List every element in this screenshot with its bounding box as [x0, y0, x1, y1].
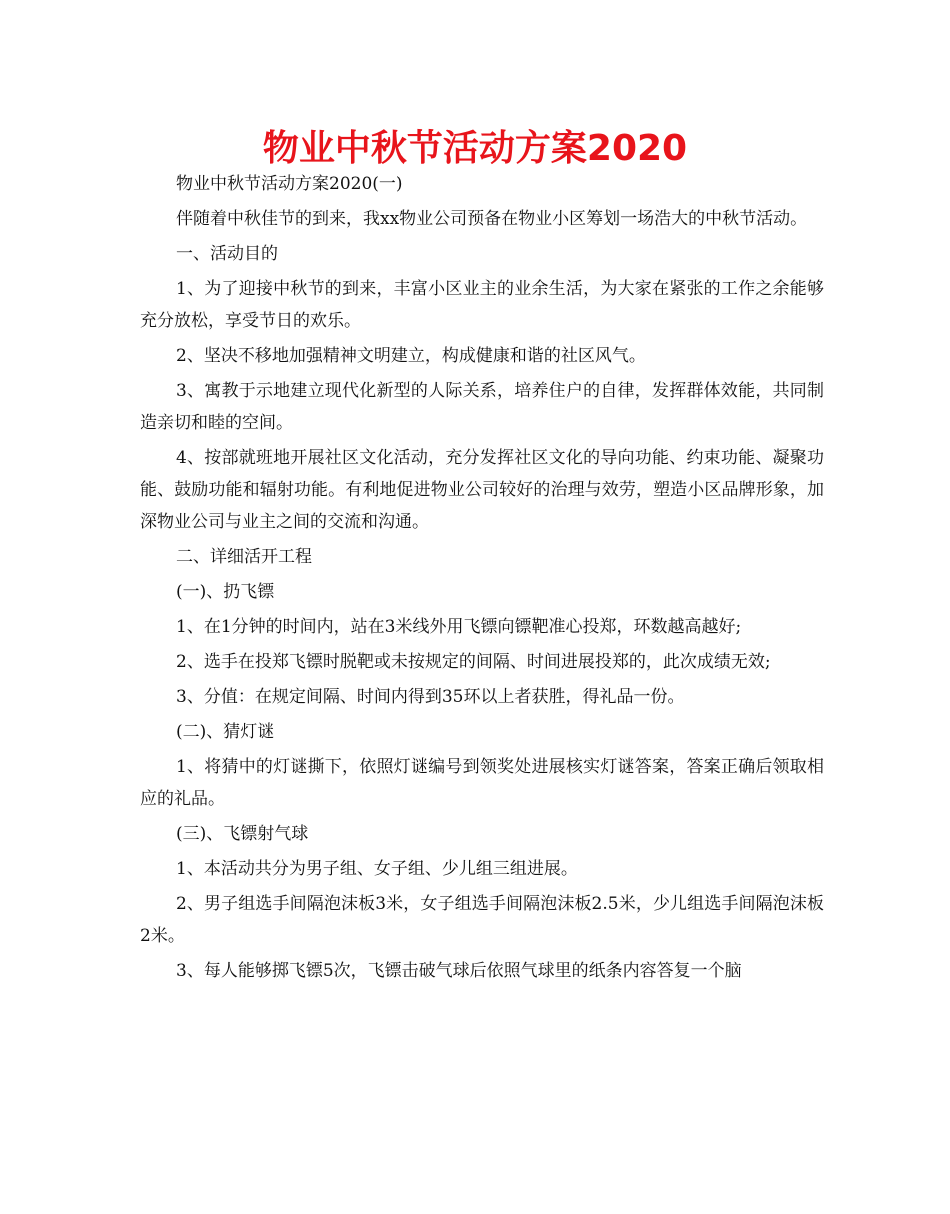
paragraph: 伴随着中秋佳节的到来，我xx物业公司预备在物业小区筹划一场浩大的中秋节活动。: [176, 209, 808, 229]
paragraph: 2、男子组选手间隔泡沫板3米，女子组选手间隔泡沫板2.5米，少儿组选手间隔泡沫板2米。: [140, 894, 824, 946]
paragraph: 4、按部就班地开展社区文化活动，充分发挥社区文化的导向功能、约束功能、凝聚功能、鼓励功能和辐射功能。有利地促进物业公司较好的治理与效劳，塑造小区品牌形象，加深物业公司与业主之间的交流和沟通。: [140, 448, 824, 532]
subsection-heading: (三)、飞镖射气球: [176, 824, 309, 844]
document-body: [140, 168, 824, 990]
paragraph: 2、坚决不移地加强精神文明建立，构成健康和谐的社区风气。: [176, 346, 646, 366]
paragraph: 1、将猜中的灯谜撕下，依照灯谜编号到领奖处进展核实灯谜答案，答案正确后领取相应的礼品。: [140, 757, 824, 809]
paragraph: 3、寓教于示地建立现代化新型的人际关系，培养住户的自律，发挥群体效能，共同制造亲切和睦的空间。: [140, 381, 824, 433]
paragraph: 3、分值：在规定间隔、时间内得到35环以上者获胜，得礼品一份。: [176, 687, 685, 707]
subsection-heading: (一)、扔飞镖: [176, 582, 275, 602]
paragraph: 3、每人能够掷飞镖5次，飞镖击破气球后依照气球里的纸条内容答复一个脑: [176, 961, 742, 981]
subsection-heading: (二)、猜灯谜: [176, 722, 275, 742]
section-heading: 一、活动目的: [176, 244, 278, 264]
paragraph: 1、在1分钟的时间内，站在3米线外用飞镖向镖靶准心投郑，环数越高越好;: [176, 617, 742, 637]
paragraph: 2、选手在投郑飞镖时脱靶或未按规定的间隔、时间进展投郑的，此次成绩无效;: [176, 652, 771, 672]
paragraph: 1、为了迎接中秋节的到来，丰富小区业主的业余生活，为大家在紧张的工作之余能够充分放松，享受节日的欢乐。: [140, 279, 824, 331]
paragraph: 1、本活动共分为男子组、女子组、少儿组三组进展。: [176, 859, 578, 879]
document-title: 物业中秋节活动方案2020: [262, 128, 688, 169]
paragraph: 物业中秋节活动方案2020(一): [176, 174, 403, 194]
section-heading: 二、详细活开工程: [176, 547, 312, 567]
